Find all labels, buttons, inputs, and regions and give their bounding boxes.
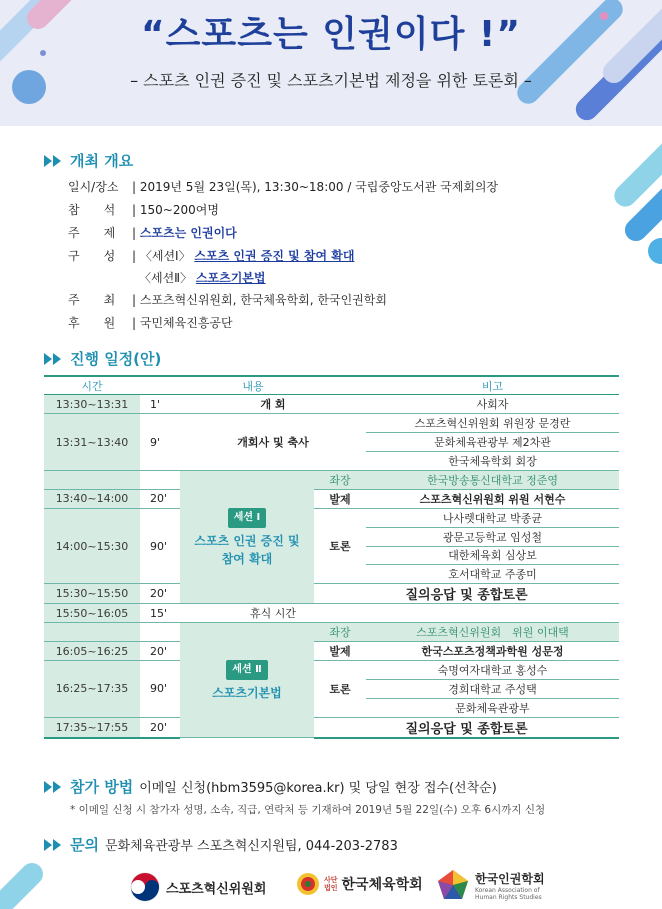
table-row: 15:50~16:05 15' 휴식 시간	[44, 604, 619, 623]
info-row-structure-2: 〈세션Ⅱ〉 스포츠기본법	[139, 271, 266, 285]
header-banner	[0, 0, 662, 126]
pentagon-emblem-icon	[436, 868, 470, 902]
table-row: 17:35~17:55 20' 질의응답 및 종합토론	[44, 717, 619, 738]
session-2-badge: 세션 Ⅱ	[226, 660, 267, 680]
table-row: 13:40~14:00 20' 발제 스포츠혁신위원회 위원 서현수	[44, 489, 619, 508]
table-row: 경희대학교 주성택	[44, 679, 619, 698]
logo-sports-innovation: 스포츠혁신위원회	[130, 872, 266, 902]
table-row: 대한체육회 심상보	[44, 546, 619, 565]
overview-info	[68, 176, 508, 335]
table-row: 세션 Ⅰ 스포츠 인권 증진 및 참여 확대 좌장 한국방송통신대학교 정준영	[44, 470, 619, 489]
col-header-content: 내용	[140, 376, 366, 395]
schedule-heading: 진행 일정(안)	[44, 348, 161, 369]
session-2-cell	[180, 623, 314, 738]
info-row-attendance: 참 석 | 150~200여명	[68, 203, 219, 217]
info-row-host: 주 최 | 스포츠혁신위원회, 한국체육학회, 한국인권학회	[68, 293, 387, 307]
footer-logos	[0, 866, 662, 909]
table-row: 16:05~16:25 20' 발제 한국스포츠정책과학원 성문정	[44, 642, 619, 661]
page-subtitle: – 스포츠 인권 증진 및 스포츠기본법 제정을 위한 토론회 –	[130, 71, 532, 90]
double-arrow-icon	[44, 155, 62, 167]
info-row-structure: 구 성 | 〈세션Ⅰ〉 스포츠 인권 증진 및 참여 확대	[68, 249, 355, 263]
table-header-row	[44, 376, 619, 395]
schedule-table	[44, 375, 619, 739]
decor-dot	[648, 238, 662, 264]
logo-korean-human-rights: 한국인권학회 Korean Association of Human Rights Studies	[436, 868, 545, 902]
participation-note: * 이메일 신청 시 참가자 성명, 소속, 직급, 연락처 등 기재하여 2019년 5월 22일(수) 오후 6시까지 신청	[70, 804, 546, 816]
table-row: 세션 Ⅱ 스포츠기본법 좌장 스포츠혁신위원회 위원 이대택	[44, 623, 619, 642]
participation-heading: 참가 방법 이메일 신청(hbm3595@korea.kr) 및 당일 현장 접수(선착순)	[44, 776, 497, 797]
info-row-theme: 주 제 | 스포츠는 인권이다	[68, 226, 237, 240]
taegeuk-icon	[130, 872, 160, 902]
table-row: 16:25~17:35 90' 토론 숙명여자대학교 홍성수	[44, 660, 619, 679]
contact-text: 문화체육관광부 스포츠혁신지원팀, 044-203-2783	[104, 839, 398, 854]
col-header-time: 시간	[44, 376, 140, 395]
table-row: 13:30~13:31 1' 개 회 사회자	[44, 395, 619, 414]
table-row: 문화체육관광부 제2차관	[44, 433, 619, 452]
session-1-title: 스포츠 인권 증진 및 참여 확대	[194, 533, 300, 566]
session-1-badge: 세션 Ⅰ	[228, 508, 267, 528]
table-row: 문화체육관광부	[44, 698, 619, 717]
info-row-sponsor: 후 원 | 국민체육진흥공단	[68, 316, 233, 330]
table-row: 13:31~13:40 9' 개회사 및 축사 스포츠혁신위원회 위원장 문경란	[44, 414, 619, 433]
table-row: 15:30~15:50 20' 질의응답 및 종합토론	[44, 584, 619, 604]
double-arrow-icon	[44, 353, 62, 365]
info-row-datetime: 일시/장소 | 2019년 5월 23일(목), 13:30~18:00 / 국립중앙도서관 국제회의장	[68, 180, 499, 194]
overview-heading: 개최 개요	[44, 150, 133, 171]
double-arrow-icon	[44, 781, 62, 793]
session-2-title: 스포츠기본법	[212, 685, 282, 700]
col-header-note: 비고	[366, 376, 619, 395]
participation-text: 이메일 신청(hbm3595@korea.kr) 및 당일 현장 접수(선착순)	[139, 781, 497, 796]
table-row: 14:00~15:30 90' 토론 나사렛대학교 박종균	[44, 508, 619, 527]
association-emblem-icon	[296, 872, 320, 896]
page-title: “스포츠는 인권이다 !”	[140, 14, 521, 55]
table-row: 호서대학교 주종미	[44, 565, 619, 584]
double-arrow-icon	[44, 839, 62, 851]
table-row: 한국체육학회 회장	[44, 452, 619, 471]
session-1-cell	[180, 470, 314, 603]
table-row: 광문고등학교 임성철	[44, 527, 619, 546]
contact-heading: 문의 문화체육관광부 스포츠혁신지원팀, 044-203-2783	[44, 834, 398, 855]
logo-korean-physical-education: 사단 법인 한국체육학회	[296, 872, 423, 896]
